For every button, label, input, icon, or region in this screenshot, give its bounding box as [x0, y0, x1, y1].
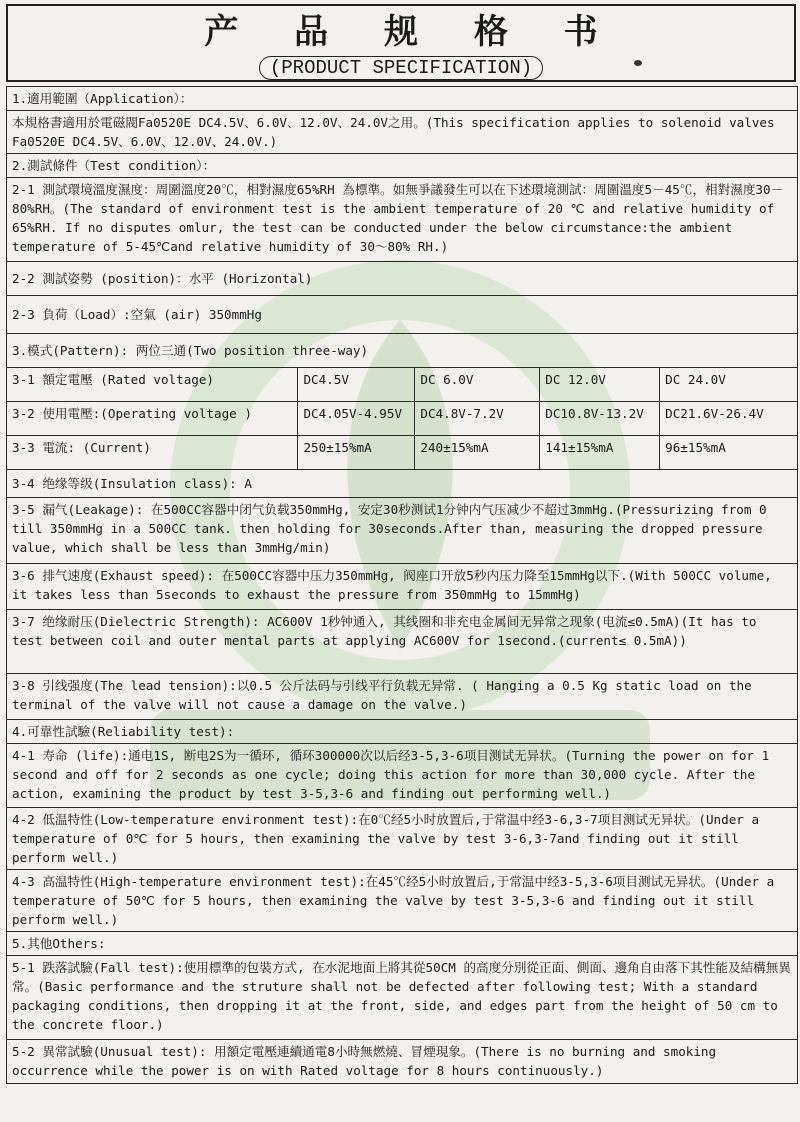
- current-3: 141±15%mA: [540, 436, 660, 470]
- test-environment: 2-1 測試環境溫度濕度：周圍溫度20℃，相對濕度65%RH 為標準。如無爭議發生可以在下述環境測試：周圍溫度5－45℃，相對濕度30－80%RH。(The standard of environment test is the ambient temperature of 20 ℃ and relative humidity of 65%RH. If no disputes omlur, the test can be conducted under the below circumstance:the ambient temperature of 5-45℃and relative humidity of 30～80% RH.): [7, 178, 798, 262]
- rated-voltage-label: 3-1 額定電壓 (Rated voltage): [7, 368, 298, 402]
- current-2: 240±15%mA: [415, 436, 540, 470]
- operating-voltage-3: DC10.8V-13.2V: [540, 402, 660, 436]
- operating-voltage-2: DC4.8V-7.2V: [415, 402, 540, 436]
- spec-table: [6, 86, 798, 1084]
- test-load: 2-3 負荷（Load）:空氣 (air) 350mmHg: [7, 296, 798, 334]
- insulation-class: 3-4 绝缘等级(Insulation class): A: [7, 470, 798, 498]
- page-subtitle: (PRODUCT SPECIFICATION): [259, 56, 543, 80]
- dielectric-strength: 3-7 绝缘耐压(Dielectric Strength): AC600V 1秒钟通入, 其线圈和非充电金属间无异常之现象(电流≤0.5mA)(It has to test between coil and outer mental parts at applying AC600V for 1second.(current≤ 0.5mA)): [7, 610, 798, 674]
- section-reliability-title: 4.可靠性試驗(Reliability test):: [7, 720, 798, 744]
- exhaust-speed: 3-6 排气速度(Exhaust speed): 在500CC容器中压力350mmHg, 阀座口开放5秒内压力降至15mmHg以下.(With 500CC volume, it takes less than 5seconds to exhaust the pressure from 350mmHg to 15mmHg): [7, 564, 798, 610]
- section-pattern-title: 3.模式(Pattern): 两位三通(Two position three-way): [7, 334, 798, 368]
- table-row: [7, 436, 798, 470]
- table-row: [7, 402, 798, 436]
- test-position: 2-2 測試姿勢 (position)：水平 (Horizontal): [7, 262, 798, 296]
- rated-voltage-1: DC4.5V: [298, 368, 415, 402]
- section-application-title: 1.適用範圍（Application）：: [7, 87, 798, 111]
- table-row: [7, 368, 798, 402]
- low-temperature-test: 4-2 低温特性(Low-temperature environment test):在0℃经5小时放置后,于常温中经3-6,3-7项目测试无异状。(Under a temperature of 0℃ for 5 hours, then examining the valve by test 3-6,3-7and finding out it still perform well.): [7, 808, 798, 870]
- unusual-test: 5-2 異常試驗(Unusual test): 用額定電壓連續通電8小時無燃燒、冒煙現象。(There is no burning and smoking occurrence while the power is on with Rated voltage for 8 hours continuously.): [7, 1040, 798, 1084]
- lead-tension: 3-8 引线强度(The lead tension):以0.5 公斤法码与引线平行负载无异常. ( Hanging a 0.5 Kg static load on the terminal of the valve will not cause a damage on the valve.): [7, 674, 798, 720]
- ink-dot: [634, 60, 642, 66]
- operating-voltage-1: DC4.05V-4.95V: [298, 402, 415, 436]
- high-temperature-test: 4-3 高温特性(High-temperature environment test):在45℃经5小时放置后,于常温中经3-5,3-6项目测试无异状。(Under a temperature of 50℃ for 5 hours, then examining the valve by test 3-5,3-6 and finding out it still perform well.): [7, 870, 798, 932]
- current-1: 250±15%mA: [298, 436, 415, 470]
- rated-voltage-2: DC 6.0V: [415, 368, 540, 402]
- section-test-condition-title: 2.測試條件（Test condition）：: [7, 154, 798, 178]
- page-title: 产 品 规 格 书: [204, 12, 620, 52]
- operating-voltage-label: 3-2 使用電壓:(Operating voltage ): [7, 402, 298, 436]
- current-label: 3-3 電流: (Current): [7, 436, 298, 470]
- fall-test: 5-1 跌落試驗(Fall test):使用標準的包裝方式, 在水泥地面上將其從50CM 的高度分別從正面、側面、邊角自由落下其性能及結構無異常。(Basic performance and the struture shall not be defected after following test; With a standard packaging conditions, then dropping it at the front, side, and edges part from the height of 50 cm to the concrete floor.): [7, 956, 798, 1040]
- operating-voltage-4: DC21.6V-26.4V: [660, 402, 798, 436]
- section-application-text: 本規格書適用於電磁閥Fa0520E DC4.5V、6.0V、12.0V、24.0V之用。(This specification applies to solenoid valves Fa0520E DC4.5V、6.0V、12.0V、24.0V.): [7, 111, 798, 154]
- title-box: [6, 4, 796, 82]
- rated-voltage-3: DC 12.0V: [540, 368, 660, 402]
- rated-voltage-4: DC 24.0V: [660, 368, 798, 402]
- section-others-title: 5.其他Others:: [7, 932, 798, 956]
- leakage-test: 3-5 漏气(Leakage): 在500CC容器中闭气负载350mmHg, 安定30秒测试1分钟内气压减少不超过3mmHg.(Pressurizing from 0 till 350mmHg in a 500CC tank. then holding for 30seconds.After than, measuring the dropped pressure value, which shall be less than 3mmHg/min): [7, 498, 798, 564]
- life-test: 4-1 寿命 (life):通电1S, 断电2S为一循环, 循环300000次以后经3-5,3-6项目测试无异状。(Turning the power on for 1 second and off for 2 seconds as one cycle; doing this action for more than 30,000 cycle. After the action, examining the product by test 3-5,3-6 and finding out performing well.): [7, 744, 798, 808]
- current-4: 96±15%mA: [660, 436, 798, 470]
